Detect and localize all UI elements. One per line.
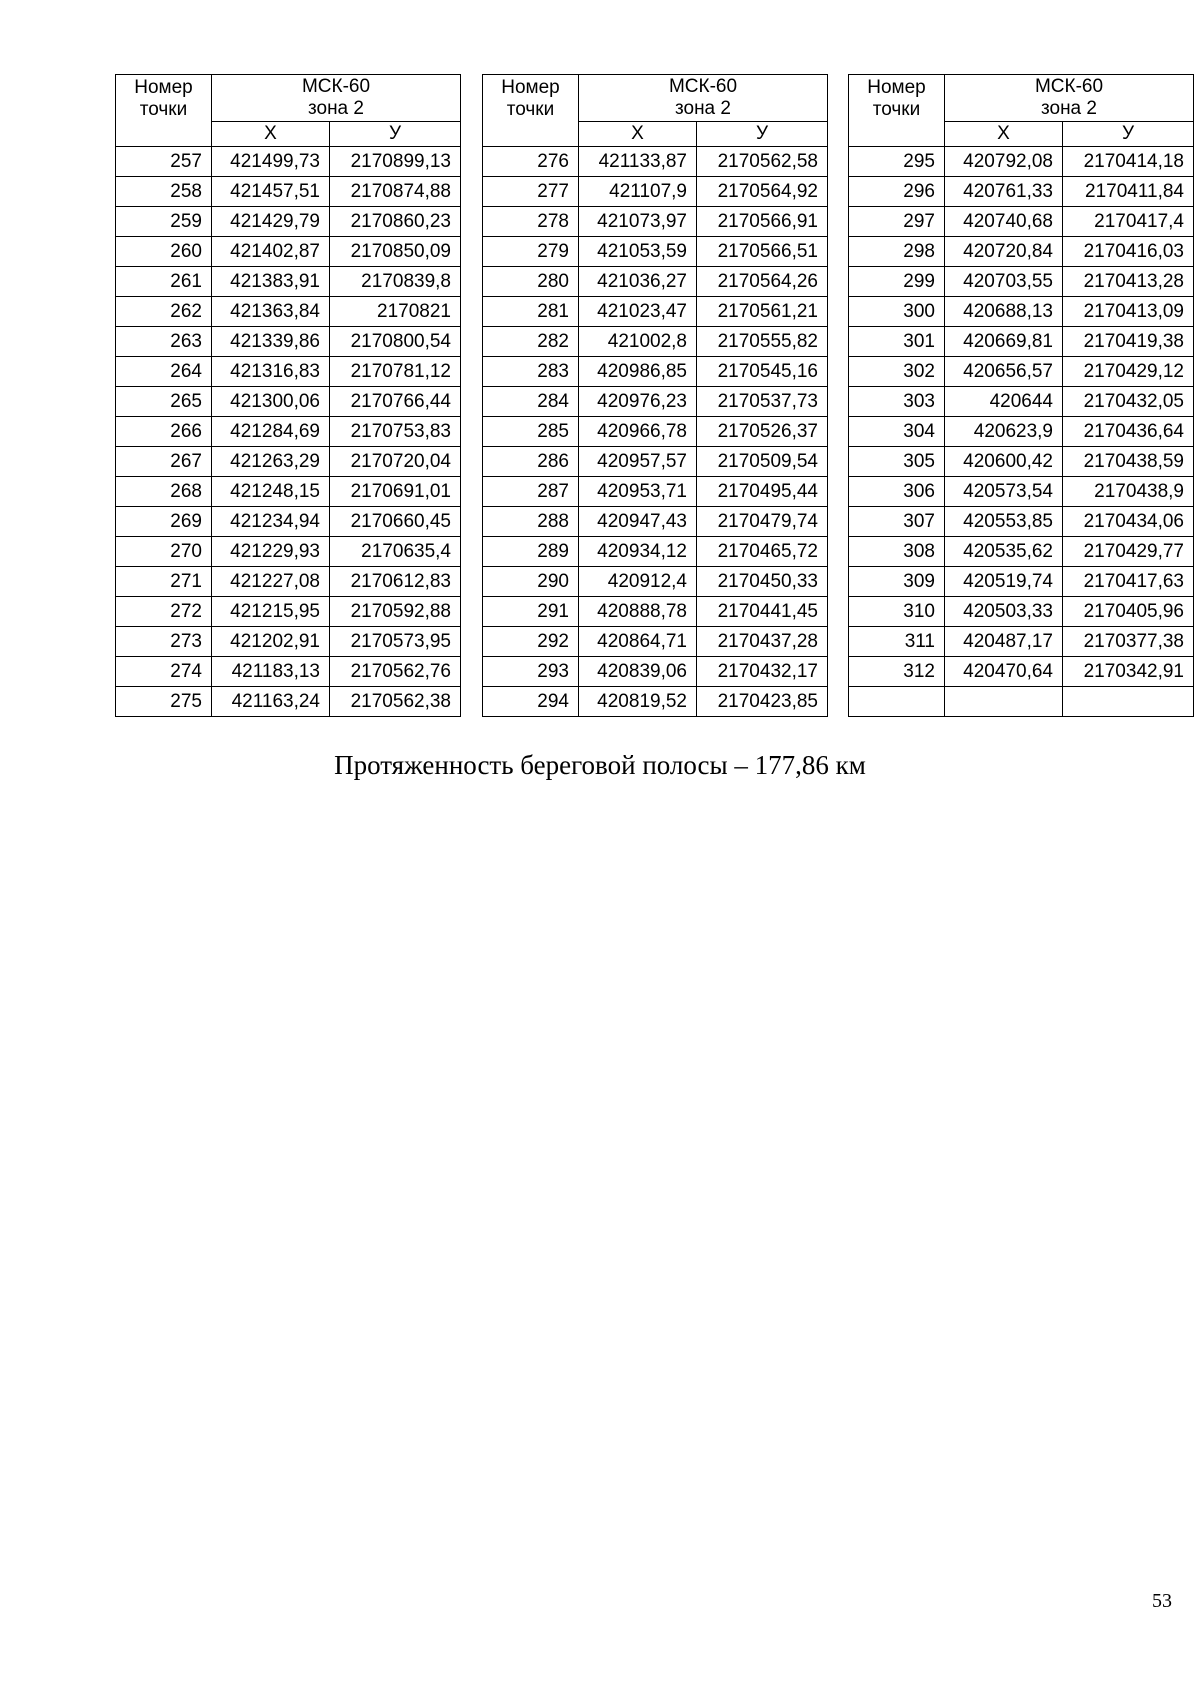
x-coordinate-cell: 421339,86 bbox=[212, 327, 330, 357]
table-body bbox=[116, 147, 461, 717]
x-coordinate-cell: 420503,33 bbox=[945, 597, 1063, 627]
x-coordinate-cell: 420912,4 bbox=[579, 567, 697, 597]
point-number-cell: 279 bbox=[483, 237, 579, 267]
table-row bbox=[116, 297, 461, 327]
x-column-header: X bbox=[945, 122, 1063, 147]
y-coordinate-cell: 2170419,38 bbox=[1063, 327, 1194, 357]
point-number-cell: 259 bbox=[116, 207, 212, 237]
coastline-length-text: Протяженность береговой полосы – 177,86 км bbox=[334, 750, 866, 780]
y-coordinate-cell: 2170429,12 bbox=[1063, 357, 1194, 387]
table-row bbox=[116, 357, 461, 387]
x-coordinate-cell: 421133,87 bbox=[579, 147, 697, 177]
x-coordinate-cell: 420669,81 bbox=[945, 327, 1063, 357]
y-coordinate-cell: 2170612,83 bbox=[330, 567, 461, 597]
table-row bbox=[116, 507, 461, 537]
table-row bbox=[849, 417, 1194, 447]
point-number-cell: 265 bbox=[116, 387, 212, 417]
table-row bbox=[849, 507, 1194, 537]
table-row bbox=[483, 387, 828, 417]
table-row bbox=[483, 507, 828, 537]
point-number-cell: 300 bbox=[849, 297, 945, 327]
y-coordinate-cell: 2170432,17 bbox=[697, 657, 828, 687]
y-column-header: У bbox=[697, 122, 828, 147]
table-row bbox=[849, 657, 1194, 687]
table-row bbox=[483, 327, 828, 357]
y-column-header: У bbox=[1063, 122, 1194, 147]
point-number-cell: 260 bbox=[116, 237, 212, 267]
point-number-cell: 298 bbox=[849, 237, 945, 267]
table-row bbox=[483, 477, 828, 507]
y-coordinate-cell: 2170414,18 bbox=[1063, 147, 1194, 177]
table-row bbox=[116, 237, 461, 267]
point-number-cell: 296 bbox=[849, 177, 945, 207]
y-coordinate-cell: 2170537,73 bbox=[697, 387, 828, 417]
y-coordinate-cell: 2170899,13 bbox=[330, 147, 461, 177]
x-coordinate-cell: 420957,57 bbox=[579, 447, 697, 477]
table-row bbox=[116, 147, 461, 177]
table-row bbox=[483, 267, 828, 297]
y-coordinate-cell: 2170562,38 bbox=[330, 687, 461, 717]
x-coordinate-cell: 420740,68 bbox=[945, 207, 1063, 237]
x-coordinate-cell: 420535,62 bbox=[945, 537, 1063, 567]
y-coordinate-cell: 2170555,82 bbox=[697, 327, 828, 357]
x-coordinate-cell: 421363,84 bbox=[212, 297, 330, 327]
x-coordinate-cell: 420953,71 bbox=[579, 477, 697, 507]
y-coordinate-cell: 2170438,59 bbox=[1063, 447, 1194, 477]
y-coordinate-cell: 2170562,76 bbox=[330, 657, 461, 687]
y-coordinate-cell: 2170495,44 bbox=[697, 477, 828, 507]
table-row bbox=[849, 297, 1194, 327]
x-coordinate-cell: 421002,8 bbox=[579, 327, 697, 357]
point-number-cell: 287 bbox=[483, 477, 579, 507]
y-coordinate-cell: 2170545,16 bbox=[697, 357, 828, 387]
table-row bbox=[483, 297, 828, 327]
x-coordinate-cell: 420487,17 bbox=[945, 627, 1063, 657]
y-coordinate-cell: 2170874,88 bbox=[330, 177, 461, 207]
x-coordinate-cell: 421107,9 bbox=[579, 177, 697, 207]
table-row bbox=[849, 177, 1194, 207]
coordinate-system-header bbox=[945, 75, 1194, 122]
table-row bbox=[849, 387, 1194, 417]
point-number-cell: 261 bbox=[116, 267, 212, 297]
point-number-cell: 278 bbox=[483, 207, 579, 237]
point-number-cell: 263 bbox=[116, 327, 212, 357]
y-coordinate-cell: 2170441,45 bbox=[697, 597, 828, 627]
table-row bbox=[116, 417, 461, 447]
x-coordinate-cell: 420966,78 bbox=[579, 417, 697, 447]
point-number-cell: 309 bbox=[849, 567, 945, 597]
y-coordinate-cell: 2170438,9 bbox=[1063, 477, 1194, 507]
x-coordinate-cell: 420656,57 bbox=[945, 357, 1063, 387]
point-number-cell: 270 bbox=[116, 537, 212, 567]
point-number-cell: 285 bbox=[483, 417, 579, 447]
point-number-cell: 262 bbox=[116, 297, 212, 327]
table-row bbox=[483, 237, 828, 267]
point-number-cell: 295 bbox=[849, 147, 945, 177]
table-row bbox=[483, 417, 828, 447]
table-row bbox=[483, 627, 828, 657]
y-coordinate-cell: 2170660,45 bbox=[330, 507, 461, 537]
y-coordinate-cell: 2170405,96 bbox=[1063, 597, 1194, 627]
point-number-cell: 274 bbox=[116, 657, 212, 687]
y-coordinate-cell: 2170429,77 bbox=[1063, 537, 1194, 567]
x-column-header: X bbox=[579, 122, 697, 147]
y-coordinate-cell: 2170437,28 bbox=[697, 627, 828, 657]
system-name: МСК-60 bbox=[1034, 76, 1104, 97]
table-row bbox=[849, 477, 1194, 507]
table-row bbox=[116, 177, 461, 207]
y-coordinate-cell: 2170573,95 bbox=[330, 627, 461, 657]
table-row bbox=[483, 207, 828, 237]
point-number-cell: 306 bbox=[849, 477, 945, 507]
x-coordinate-cell: 421263,29 bbox=[212, 447, 330, 477]
table-row bbox=[116, 447, 461, 477]
y-coordinate-cell: 2170432,05 bbox=[1063, 387, 1194, 417]
x-coordinate-cell: 420553,85 bbox=[945, 507, 1063, 537]
point-number-cell: 264 bbox=[116, 357, 212, 387]
table-body bbox=[483, 147, 828, 717]
table-row bbox=[483, 597, 828, 627]
y-coordinate-cell: 2170766,44 bbox=[330, 387, 461, 417]
point-number-cell: 311 bbox=[849, 627, 945, 657]
point-number-cell: 301 bbox=[849, 327, 945, 357]
coordinates-table-1 bbox=[115, 74, 461, 717]
point-number-cell: 258 bbox=[116, 177, 212, 207]
x-coordinate-cell: 421036,27 bbox=[579, 267, 697, 297]
x-coordinate-cell: 420573,54 bbox=[945, 477, 1063, 507]
point-number-cell: 291 bbox=[483, 597, 579, 627]
table-row bbox=[483, 687, 828, 717]
coordinates-table-2 bbox=[482, 74, 828, 717]
table-row bbox=[849, 537, 1194, 567]
x-coordinate-cell: 421248,15 bbox=[212, 477, 330, 507]
y-coordinate-cell: 2170417,4 bbox=[1063, 207, 1194, 237]
y-coordinate-cell: 2170411,84 bbox=[1063, 177, 1194, 207]
y-coordinate-cell: 2170691,01 bbox=[330, 477, 461, 507]
point-number-cell: 280 bbox=[483, 267, 579, 297]
x-coordinate-cell: 420519,74 bbox=[945, 567, 1063, 597]
x-coordinate-cell: 420792,08 bbox=[945, 147, 1063, 177]
table-row bbox=[483, 147, 828, 177]
x-coordinate-cell: 421183,13 bbox=[212, 657, 330, 687]
coordinate-system-header bbox=[212, 75, 461, 122]
table-row bbox=[116, 687, 461, 717]
x-coordinate-cell: 420703,55 bbox=[945, 267, 1063, 297]
point-number-header: Номер точки bbox=[116, 75, 212, 147]
y-coordinate-cell: 2170635,4 bbox=[330, 537, 461, 567]
x-coordinate-cell: 421300,06 bbox=[212, 387, 330, 417]
point-number-cell: 312 bbox=[849, 657, 945, 687]
y-coordinate-cell: 2170839,8 bbox=[330, 267, 461, 297]
x-coordinate-cell: 421457,51 bbox=[212, 177, 330, 207]
y-coordinate-cell: 2170800,54 bbox=[330, 327, 461, 357]
point-number-cell: 307 bbox=[849, 507, 945, 537]
point-number-cell: 288 bbox=[483, 507, 579, 537]
y-coordinate-cell: 2170821 bbox=[330, 297, 461, 327]
x-coordinate-cell: 420623,9 bbox=[945, 417, 1063, 447]
table-row bbox=[849, 327, 1194, 357]
point-number-cell: 281 bbox=[483, 297, 579, 327]
y-coordinate-cell: 2170720,04 bbox=[330, 447, 461, 477]
point-number-header: Номер точки bbox=[849, 75, 945, 147]
y-coordinate-cell: 2170434,06 bbox=[1063, 507, 1194, 537]
y-coordinate-cell: 2170377,38 bbox=[1063, 627, 1194, 657]
x-coordinate-cell: 420947,43 bbox=[579, 507, 697, 537]
point-number-header: Номер точки bbox=[483, 75, 579, 147]
table-row bbox=[849, 567, 1194, 597]
y-coordinate-cell: 2170592,88 bbox=[330, 597, 461, 627]
table-row bbox=[116, 327, 461, 357]
table-row bbox=[483, 657, 828, 687]
table-row bbox=[483, 537, 828, 567]
coordinates-table-3 bbox=[848, 74, 1194, 717]
x-coordinate-cell: 420600,42 bbox=[945, 447, 1063, 477]
y-coordinate-cell: 2170417,63 bbox=[1063, 567, 1194, 597]
table-row bbox=[483, 177, 828, 207]
x-coordinate-cell: 421316,83 bbox=[212, 357, 330, 387]
point-number-cell: 290 bbox=[483, 567, 579, 597]
table-row bbox=[849, 147, 1194, 177]
x-coordinate-cell: 421234,94 bbox=[212, 507, 330, 537]
x-coordinate-cell: 421215,95 bbox=[212, 597, 330, 627]
zone-name: зона 2 bbox=[1041, 98, 1097, 119]
table-row bbox=[483, 357, 828, 387]
point-number-cell: 273 bbox=[116, 627, 212, 657]
x-coordinate-cell bbox=[945, 687, 1063, 717]
y-coordinate-cell: 2170850,09 bbox=[330, 237, 461, 267]
point-number-cell: 283 bbox=[483, 357, 579, 387]
x-coordinate-cell: 420864,71 bbox=[579, 627, 697, 657]
y-coordinate-cell: 2170566,51 bbox=[697, 237, 828, 267]
point-number-cell: 286 bbox=[483, 447, 579, 477]
zone-name: зона 2 bbox=[308, 98, 364, 119]
x-coordinate-cell: 420986,85 bbox=[579, 357, 697, 387]
table-row bbox=[849, 597, 1194, 627]
y-coordinate-cell: 2170860,23 bbox=[330, 207, 461, 237]
x-coordinate-cell: 421023,47 bbox=[579, 297, 697, 327]
table-row bbox=[116, 627, 461, 657]
point-number-cell: 292 bbox=[483, 627, 579, 657]
y-coordinate-cell: 2170450,33 bbox=[697, 567, 828, 597]
y-coordinate-cell: 2170423,85 bbox=[697, 687, 828, 717]
table-row bbox=[116, 207, 461, 237]
y-coordinate-cell: 2170413,28 bbox=[1063, 267, 1194, 297]
page-number: 53 bbox=[1152, 1590, 1172, 1612]
point-number-cell: 293 bbox=[483, 657, 579, 687]
y-coordinate-cell: 2170526,37 bbox=[697, 417, 828, 447]
point-number-cell: 266 bbox=[116, 417, 212, 447]
point-number-cell: 303 bbox=[849, 387, 945, 417]
x-column-header: X bbox=[212, 122, 330, 147]
table-row bbox=[116, 657, 461, 687]
system-name: МСК-60 bbox=[668, 76, 738, 97]
x-coordinate-cell: 421402,87 bbox=[212, 237, 330, 267]
point-number-cell: 275 bbox=[116, 687, 212, 717]
y-coordinate-cell: 2170564,92 bbox=[697, 177, 828, 207]
y-coordinate-cell bbox=[1063, 687, 1194, 717]
x-coordinate-cell: 420819,52 bbox=[579, 687, 697, 717]
table-row bbox=[116, 597, 461, 627]
x-coordinate-cell: 421383,91 bbox=[212, 267, 330, 297]
x-coordinate-cell: 421499,73 bbox=[212, 147, 330, 177]
x-coordinate-cell: 420976,23 bbox=[579, 387, 697, 417]
point-number-cell: 297 bbox=[849, 207, 945, 237]
point-number-cell: 269 bbox=[116, 507, 212, 537]
table-row bbox=[849, 447, 1194, 477]
y-coordinate-cell: 2170561,21 bbox=[697, 297, 828, 327]
table-row bbox=[849, 357, 1194, 387]
table-row bbox=[849, 687, 1194, 717]
point-number-cell: 289 bbox=[483, 537, 579, 567]
y-coordinate-cell: 2170413,09 bbox=[1063, 297, 1194, 327]
x-coordinate-cell: 420644 bbox=[945, 387, 1063, 417]
y-coordinate-cell: 2170753,83 bbox=[330, 417, 461, 447]
table-row bbox=[849, 237, 1194, 267]
table-row bbox=[849, 207, 1194, 237]
point-number-cell: 277 bbox=[483, 177, 579, 207]
table-row bbox=[849, 267, 1194, 297]
table-row bbox=[116, 477, 461, 507]
point-number-cell: 304 bbox=[849, 417, 945, 447]
y-column-header: У bbox=[330, 122, 461, 147]
table-row bbox=[483, 567, 828, 597]
x-coordinate-cell: 421073,97 bbox=[579, 207, 697, 237]
x-coordinate-cell: 421202,91 bbox=[212, 627, 330, 657]
table-row bbox=[483, 447, 828, 477]
point-number-cell bbox=[849, 687, 945, 717]
y-coordinate-cell: 2170562,58 bbox=[697, 147, 828, 177]
table-body bbox=[849, 147, 1194, 717]
x-coordinate-cell: 421284,69 bbox=[212, 417, 330, 447]
point-number-cell: 282 bbox=[483, 327, 579, 357]
x-coordinate-cell: 420839,06 bbox=[579, 657, 697, 687]
point-number-cell: 272 bbox=[116, 597, 212, 627]
zone-name: зона 2 bbox=[675, 98, 731, 119]
y-coordinate-cell: 2170781,12 bbox=[330, 357, 461, 387]
point-number-cell: 305 bbox=[849, 447, 945, 477]
y-coordinate-cell: 2170479,74 bbox=[697, 507, 828, 537]
coordinate-system-header bbox=[579, 75, 828, 122]
x-coordinate-cell: 420888,78 bbox=[579, 597, 697, 627]
point-number-cell: 257 bbox=[116, 147, 212, 177]
y-coordinate-cell: 2170566,91 bbox=[697, 207, 828, 237]
y-coordinate-cell: 2170465,72 bbox=[697, 537, 828, 567]
table-row bbox=[116, 537, 461, 567]
x-coordinate-cell: 421163,24 bbox=[212, 687, 330, 717]
x-coordinate-cell: 421429,79 bbox=[212, 207, 330, 237]
x-coordinate-cell: 420761,33 bbox=[945, 177, 1063, 207]
system-name: МСК-60 bbox=[301, 76, 371, 97]
y-coordinate-cell: 2170416,03 bbox=[1063, 237, 1194, 267]
point-number-cell: 308 bbox=[849, 537, 945, 567]
point-number-cell: 271 bbox=[116, 567, 212, 597]
x-coordinate-cell: 420470,64 bbox=[945, 657, 1063, 687]
point-number-cell: 302 bbox=[849, 357, 945, 387]
point-number-cell: 267 bbox=[116, 447, 212, 477]
y-coordinate-cell: 2170509,54 bbox=[697, 447, 828, 477]
table-row bbox=[116, 387, 461, 417]
x-coordinate-cell: 421227,08 bbox=[212, 567, 330, 597]
y-coordinate-cell: 2170436,64 bbox=[1063, 417, 1194, 447]
x-coordinate-cell: 420720,84 bbox=[945, 237, 1063, 267]
point-number-cell: 276 bbox=[483, 147, 579, 177]
point-number-cell: 284 bbox=[483, 387, 579, 417]
point-number-cell: 299 bbox=[849, 267, 945, 297]
x-coordinate-cell: 420688,13 bbox=[945, 297, 1063, 327]
point-number-cell: 310 bbox=[849, 597, 945, 627]
x-coordinate-cell: 421053,59 bbox=[579, 237, 697, 267]
y-coordinate-cell: 2170342,91 bbox=[1063, 657, 1194, 687]
x-coordinate-cell: 421229,93 bbox=[212, 537, 330, 567]
table-row bbox=[849, 627, 1194, 657]
point-number-cell: 294 bbox=[483, 687, 579, 717]
y-coordinate-cell: 2170564,26 bbox=[697, 267, 828, 297]
x-coordinate-cell: 420934,12 bbox=[579, 537, 697, 567]
table-row bbox=[116, 567, 461, 597]
table-row bbox=[116, 267, 461, 297]
point-number-cell: 268 bbox=[116, 477, 212, 507]
